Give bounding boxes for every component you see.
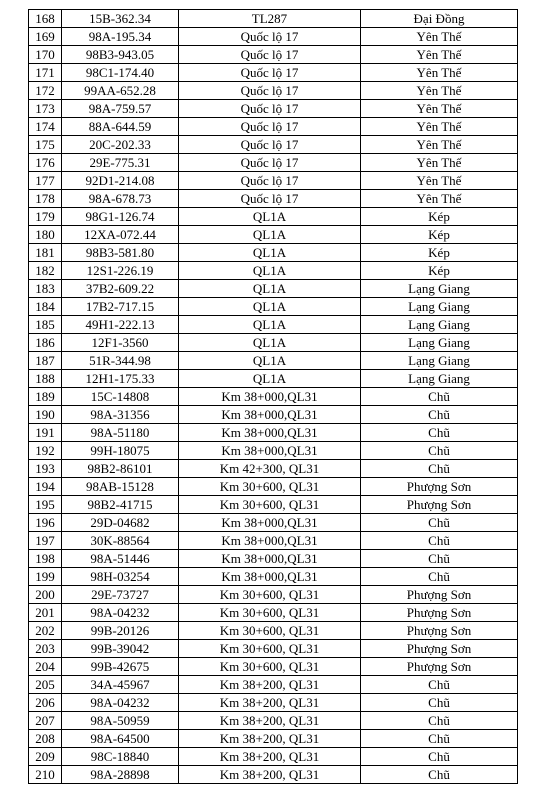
table-row	[29, 370, 518, 388]
location-cell: Km 30+600, QL31	[179, 586, 361, 604]
row-number-cell: 205	[29, 676, 62, 694]
row-number-cell: 206	[29, 694, 62, 712]
location-cell: QL1A	[179, 316, 361, 334]
license-plate-cell: 99AA-652.28	[62, 82, 179, 100]
table-row	[29, 424, 518, 442]
license-plate-cell: 49H1-222.13	[62, 316, 179, 334]
license-plate-cell: 17B2-717.15	[62, 298, 179, 316]
license-plate-cell: 98A-50959	[62, 712, 179, 730]
row-number-cell: 196	[29, 514, 62, 532]
area-cell: Chũ	[361, 694, 518, 712]
area-cell: Chũ	[361, 424, 518, 442]
license-plate-cell: 12H1-175.33	[62, 370, 179, 388]
table-row	[29, 154, 518, 172]
table-row	[29, 352, 518, 370]
area-cell: Lạng Giang	[361, 352, 518, 370]
row-number-cell: 208	[29, 730, 62, 748]
table-row	[29, 766, 518, 784]
area-cell: Chũ	[361, 568, 518, 586]
table-row	[29, 496, 518, 514]
location-cell: Km 38+000,QL31	[179, 406, 361, 424]
row-number-cell: 170	[29, 46, 62, 64]
table-row	[29, 406, 518, 424]
table-row	[29, 514, 518, 532]
area-cell: Kép	[361, 226, 518, 244]
table-row	[29, 550, 518, 568]
location-cell: TL287	[179, 10, 361, 28]
table-row	[29, 586, 518, 604]
location-cell: QL1A	[179, 280, 361, 298]
location-cell: QL1A	[179, 262, 361, 280]
location-cell: Km 38+200, QL31	[179, 748, 361, 766]
location-cell: Km 30+600, QL31	[179, 622, 361, 640]
table-row	[29, 82, 518, 100]
location-cell: Km 30+600, QL31	[179, 640, 361, 658]
row-number-cell: 191	[29, 424, 62, 442]
table-row	[29, 10, 518, 28]
records-table-body	[29, 10, 518, 784]
area-cell: Lạng Giang	[361, 370, 518, 388]
row-number-cell: 175	[29, 136, 62, 154]
license-plate-cell: 98C-18840	[62, 748, 179, 766]
table-row	[29, 262, 518, 280]
license-plate-cell: 12F1-3560	[62, 334, 179, 352]
row-number-cell: 189	[29, 388, 62, 406]
row-number-cell: 178	[29, 190, 62, 208]
row-number-cell: 173	[29, 100, 62, 118]
license-plate-cell: 15B-362.34	[62, 10, 179, 28]
area-cell: Yên Thế	[361, 118, 518, 136]
table-row	[29, 460, 518, 478]
license-plate-cell: 98C1-174.40	[62, 64, 179, 82]
area-cell: Phượng Sơn	[361, 658, 518, 676]
location-cell: Km 38+200, QL31	[179, 730, 361, 748]
row-number-cell: 192	[29, 442, 62, 460]
row-number-cell: 174	[29, 118, 62, 136]
area-cell: Kép	[361, 244, 518, 262]
area-cell: Lạng Giang	[361, 280, 518, 298]
license-plate-cell: 20C-202.33	[62, 136, 179, 154]
location-cell: Km 30+600, QL31	[179, 478, 361, 496]
license-plate-cell: 99H-18075	[62, 442, 179, 460]
license-plate-cell: 37B2-609.22	[62, 280, 179, 298]
table-row	[29, 208, 518, 226]
location-cell: Km 38+000,QL31	[179, 532, 361, 550]
license-plate-cell: 98B3-581.80	[62, 244, 179, 262]
location-cell: QL1A	[179, 352, 361, 370]
area-cell: Yên Thế	[361, 190, 518, 208]
area-cell: Phượng Sơn	[361, 586, 518, 604]
table-row	[29, 280, 518, 298]
row-number-cell: 182	[29, 262, 62, 280]
table-row	[29, 640, 518, 658]
row-number-cell: 180	[29, 226, 62, 244]
table-row	[29, 694, 518, 712]
location-cell: Km 42+300, QL31	[179, 460, 361, 478]
area-cell: Chũ	[361, 406, 518, 424]
area-cell: Đại Đồng	[361, 10, 518, 28]
row-number-cell: 171	[29, 64, 62, 82]
area-cell: Yên Thế	[361, 136, 518, 154]
row-number-cell: 197	[29, 532, 62, 550]
table-row	[29, 226, 518, 244]
location-cell: QL1A	[179, 334, 361, 352]
location-cell: Quốc lộ 17	[179, 82, 361, 100]
location-cell: Km 38+000,QL31	[179, 424, 361, 442]
area-cell: Chũ	[361, 748, 518, 766]
area-cell: Lạng Giang	[361, 298, 518, 316]
table-row	[29, 622, 518, 640]
license-plate-cell: 98G1-126.74	[62, 208, 179, 226]
area-cell: Chũ	[361, 730, 518, 748]
table-row	[29, 604, 518, 622]
license-plate-cell: 29D-04682	[62, 514, 179, 532]
location-cell: Km 38+000,QL31	[179, 514, 361, 532]
license-plate-cell: 98A-195.34	[62, 28, 179, 46]
row-number-cell: 181	[29, 244, 62, 262]
row-number-cell: 177	[29, 172, 62, 190]
license-plate-cell: 29E-775.31	[62, 154, 179, 172]
row-number-cell: 203	[29, 640, 62, 658]
table-row	[29, 676, 518, 694]
row-number-cell: 187	[29, 352, 62, 370]
area-cell: Yên Thế	[361, 154, 518, 172]
location-cell: Quốc lộ 17	[179, 28, 361, 46]
area-cell: Kép	[361, 262, 518, 280]
license-plate-cell: 98A-31356	[62, 406, 179, 424]
area-cell: Chũ	[361, 442, 518, 460]
license-plate-cell: 92D1-214.08	[62, 172, 179, 190]
row-number-cell: 183	[29, 280, 62, 298]
table-row	[29, 568, 518, 586]
location-cell: Quốc lộ 17	[179, 154, 361, 172]
table-row	[29, 748, 518, 766]
table-row	[29, 532, 518, 550]
table-row	[29, 334, 518, 352]
license-plate-cell: 98B2-41715	[62, 496, 179, 514]
license-plate-cell: 88A-644.59	[62, 118, 179, 136]
row-number-cell: 193	[29, 460, 62, 478]
row-number-cell: 169	[29, 28, 62, 46]
license-plate-cell: 98AB-15128	[62, 478, 179, 496]
row-number-cell: 172	[29, 82, 62, 100]
area-cell: Chũ	[361, 532, 518, 550]
area-cell: Phượng Sơn	[361, 478, 518, 496]
table-row	[29, 118, 518, 136]
location-cell: Km 38+200, QL31	[179, 676, 361, 694]
location-cell: Quốc lộ 17	[179, 172, 361, 190]
area-cell: Chũ	[361, 676, 518, 694]
table-row	[29, 244, 518, 262]
license-plate-cell: 98A-678.73	[62, 190, 179, 208]
license-plate-cell: 29E-73727	[62, 586, 179, 604]
location-cell: QL1A	[179, 208, 361, 226]
row-number-cell: 184	[29, 298, 62, 316]
location-cell: QL1A	[179, 226, 361, 244]
area-cell: Chũ	[361, 460, 518, 478]
row-number-cell: 200	[29, 586, 62, 604]
location-cell: Km 38+000,QL31	[179, 550, 361, 568]
row-number-cell: 186	[29, 334, 62, 352]
table-row	[29, 316, 518, 334]
license-plate-cell: 98A-51180	[62, 424, 179, 442]
row-number-cell: 202	[29, 622, 62, 640]
license-plate-cell: 98A-51446	[62, 550, 179, 568]
location-cell: Km 30+600, QL31	[179, 658, 361, 676]
area-cell: Kép	[361, 208, 518, 226]
table-row	[29, 100, 518, 118]
table-row	[29, 136, 518, 154]
area-cell: Yên Thế	[361, 172, 518, 190]
license-plate-cell: 30K-88564	[62, 532, 179, 550]
row-number-cell: 185	[29, 316, 62, 334]
table-row	[29, 388, 518, 406]
row-number-cell: 194	[29, 478, 62, 496]
area-cell: Phượng Sơn	[361, 604, 518, 622]
license-plate-cell: 98A-759.57	[62, 100, 179, 118]
license-plate-cell: 98B3-943.05	[62, 46, 179, 64]
area-cell: Chũ	[361, 766, 518, 784]
license-plate-cell: 99B-20126	[62, 622, 179, 640]
location-cell: Km 38+200, QL31	[179, 766, 361, 784]
row-number-cell: 198	[29, 550, 62, 568]
area-cell: Chũ	[361, 712, 518, 730]
location-cell: Quốc lộ 17	[179, 118, 361, 136]
license-plate-cell: 98A-28898	[62, 766, 179, 784]
area-cell: Yên Thế	[361, 82, 518, 100]
table-row	[29, 172, 518, 190]
table-row	[29, 298, 518, 316]
license-plate-cell: 12XA-072.44	[62, 226, 179, 244]
row-number-cell: 209	[29, 748, 62, 766]
row-number-cell: 188	[29, 370, 62, 388]
license-plate-cell: 34A-45967	[62, 676, 179, 694]
license-plate-cell: 15C-14808	[62, 388, 179, 406]
license-plate-cell: 98B2-86101	[62, 460, 179, 478]
area-cell: Yên Thế	[361, 100, 518, 118]
table-row	[29, 190, 518, 208]
license-plate-cell: 99B-42675	[62, 658, 179, 676]
license-plate-cell: 51R-344.98	[62, 352, 179, 370]
location-cell: QL1A	[179, 298, 361, 316]
table-row	[29, 28, 518, 46]
location-cell: Quốc lộ 17	[179, 190, 361, 208]
row-number-cell: 210	[29, 766, 62, 784]
row-number-cell: 201	[29, 604, 62, 622]
license-plate-cell: 98H-03254	[62, 568, 179, 586]
area-cell: Yên Thế	[361, 46, 518, 64]
table-row	[29, 730, 518, 748]
records-table	[28, 9, 518, 784]
license-plate-cell: 12S1-226.19	[62, 262, 179, 280]
table-row	[29, 478, 518, 496]
area-cell: Yên Thế	[361, 28, 518, 46]
license-plate-cell: 98A-04232	[62, 604, 179, 622]
row-number-cell: 176	[29, 154, 62, 172]
location-cell: Km 30+600, QL31	[179, 496, 361, 514]
area-cell: Chũ	[361, 514, 518, 532]
location-cell: Km 38+200, QL31	[179, 712, 361, 730]
area-cell: Phượng Sơn	[361, 640, 518, 658]
location-cell: Km 38+000,QL31	[179, 442, 361, 460]
license-plate-cell: 98A-64500	[62, 730, 179, 748]
location-cell: Quốc lộ 17	[179, 46, 361, 64]
table-row	[29, 46, 518, 64]
table-row	[29, 712, 518, 730]
row-number-cell: 168	[29, 10, 62, 28]
area-cell: Chũ	[361, 388, 518, 406]
location-cell: Km 38+200, QL31	[179, 694, 361, 712]
row-number-cell: 179	[29, 208, 62, 226]
table-row	[29, 442, 518, 460]
location-cell: QL1A	[179, 244, 361, 262]
row-number-cell: 190	[29, 406, 62, 424]
location-cell: Quốc lộ 17	[179, 100, 361, 118]
area-cell: Yên Thế	[361, 64, 518, 82]
location-cell: QL1A	[179, 370, 361, 388]
row-number-cell: 199	[29, 568, 62, 586]
license-plate-cell: 98A-04232	[62, 694, 179, 712]
row-number-cell: 207	[29, 712, 62, 730]
location-cell: Quốc lộ 17	[179, 64, 361, 82]
location-cell: Km 38+000,QL31	[179, 388, 361, 406]
location-cell: Km 38+000,QL31	[179, 568, 361, 586]
location-cell: Quốc lộ 17	[179, 136, 361, 154]
row-number-cell: 204	[29, 658, 62, 676]
row-number-cell: 195	[29, 496, 62, 514]
location-cell: Km 30+600, QL31	[179, 604, 361, 622]
table-row	[29, 64, 518, 82]
area-cell: Lạng Giang	[361, 316, 518, 334]
area-cell: Phượng Sơn	[361, 622, 518, 640]
area-cell: Lạng Giang	[361, 334, 518, 352]
area-cell: Chũ	[361, 550, 518, 568]
area-cell: Phượng Sơn	[361, 496, 518, 514]
license-plate-cell: 99B-39042	[62, 640, 179, 658]
table-row	[29, 658, 518, 676]
